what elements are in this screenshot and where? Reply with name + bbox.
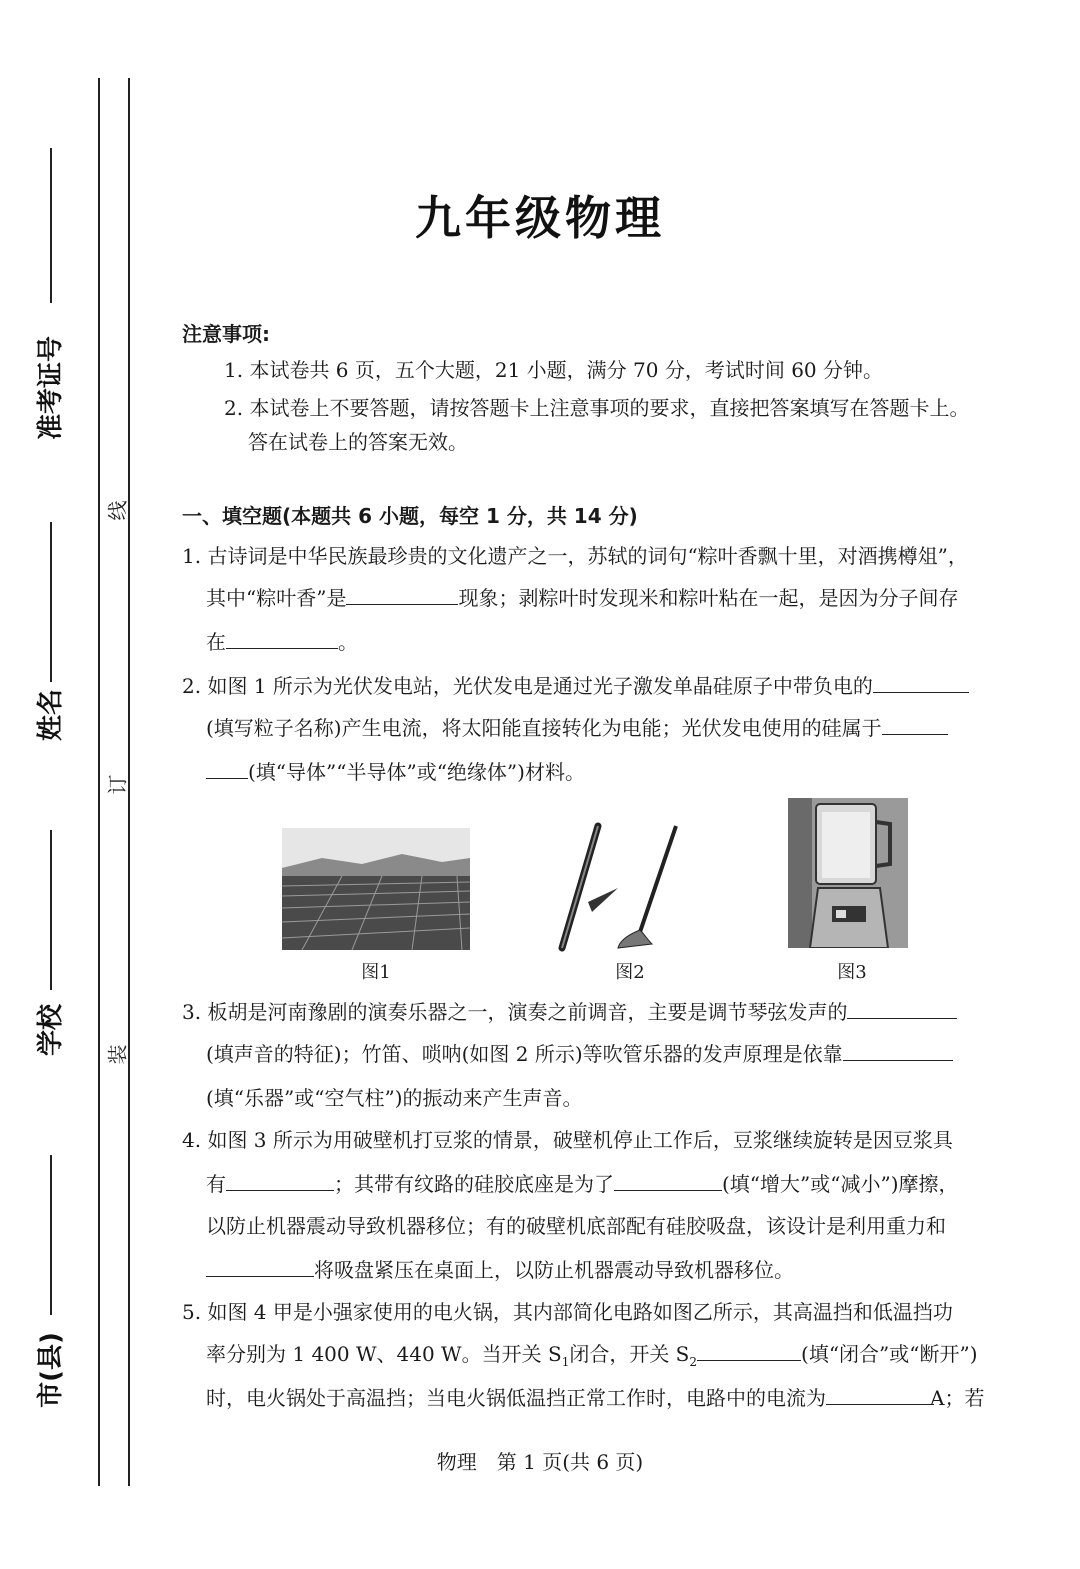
q4-line3: 以防止机器震动导致机器移位；有的破壁机底部配有硅胶吸盘，该设计是利用重力和	[206, 1214, 946, 1238]
q2-line1	[182, 672, 969, 700]
q5-line3	[206, 1384, 984, 1412]
blender-image	[788, 798, 908, 948]
name-label: 姓名	[36, 689, 66, 742]
name-underline	[50, 522, 52, 682]
bind-mark-staple: 订	[105, 774, 130, 795]
city-underline	[50, 1155, 52, 1315]
q5-line2-text-c: (填“闭合”或“断开”)	[801, 1342, 978, 1366]
school-underline	[50, 830, 52, 990]
q5-blank-2[interactable]	[826, 1384, 930, 1405]
figure-1-caption: 图1	[361, 962, 391, 983]
q1-line3	[206, 628, 358, 656]
q5-switch-2-subscript: 2	[689, 1355, 698, 1369]
q5-line2	[206, 1340, 978, 1376]
q1-blank-2[interactable]	[226, 628, 338, 649]
q1-line1: 1. 古诗词是中华民族最珍贵的文化遗产之一，苏轼的词句“粽叶香飘十里，对酒携樽俎”，	[182, 544, 968, 568]
q5-line1: 5. 如图 4 甲是小强家使用的电火锅，其内部简化电路如图乙所示，其高温挡和低温挡功	[182, 1300, 953, 1324]
q5-line3-text-a: 时，电火锅处于高温挡；当电火锅低温挡正常工作时，电路中的电流为	[206, 1386, 826, 1410]
q1-line3-text-a: 在	[206, 630, 226, 654]
q2-blank-2b[interactable]	[206, 758, 248, 779]
q4-line2-text-c: (填“增大”或“减小”)摩擦，	[722, 1172, 959, 1196]
q2-blank-1[interactable]	[873, 672, 969, 693]
q1-line2	[206, 584, 958, 612]
q2-blank-2a[interactable]	[882, 714, 948, 735]
q5-blank-1[interactable]	[697, 1340, 801, 1361]
flute-suona-image	[548, 822, 688, 954]
q1-line2-text-a: 其中“粽叶香”是	[206, 586, 347, 610]
q3-line2-text: (填声音的特征)；竹笛、唢呐(如图 2 所示)等吹管乐器的发声原理是依靠	[206, 1042, 843, 1066]
exam-id-label: 准考证号	[36, 336, 66, 441]
q5-line2-text-a: 率分别为 1 400 W、440 W。当开关 S	[206, 1342, 562, 1366]
figure-2-wind-instruments	[548, 822, 688, 954]
figure-1-solar-farm	[282, 828, 470, 950]
q3-line1-text: 3. 板胡是河南豫剧的演奏乐器之一，演奏之前调音，主要是调节琴弦发声的	[182, 1000, 848, 1024]
q4-line2-text-b: ；其带有纹路的硅胶底座是为了	[334, 1172, 614, 1196]
notice-item-2-line2: 答在试卷上的答案无效。	[248, 430, 468, 454]
solar-farm-image	[282, 828, 470, 950]
binding-line-outer	[98, 78, 100, 1486]
q2-line2	[206, 714, 948, 742]
section-1-heading: 一、填空题(本题共 6 小题，每空 1 分，共 14 分)	[182, 504, 638, 528]
page-title: 九年级物理	[415, 191, 665, 245]
q1-line2-text-b: 现象；剥粽叶时发现米和粽叶粘在一起，是因为分子间存	[458, 586, 959, 610]
q3-blank-1[interactable]	[847, 998, 957, 1019]
q3-line2	[206, 1040, 953, 1068]
q2-line3	[206, 758, 585, 786]
bind-mark-bind: 装	[105, 1044, 130, 1065]
figure-2-caption: 图2	[615, 962, 645, 983]
figure-3-caption: 图3	[837, 962, 867, 983]
q4-line4-text: 将吸盘紧压在桌面上，以防止机器震动导致机器移位。	[314, 1258, 794, 1282]
notice-item-2-line1: 2. 本试卷上不要答题，请按答题卡上注意事项的要求，直接把答案填写在答题卡上。	[224, 396, 970, 420]
q4-line4	[206, 1256, 794, 1284]
q3-line1	[182, 998, 957, 1026]
q5-line2-text-b: 闭合，开关 S	[569, 1342, 690, 1366]
bind-mark-line: 线	[105, 500, 130, 521]
q4-blank-3[interactable]	[206, 1256, 314, 1277]
q2-line2-text: (填写粒子名称)产生电流，将太阳能直接转化为电能；光伏发电使用的硅属于	[206, 716, 882, 740]
school-label: 学校	[36, 1004, 66, 1057]
notice-item-1: 1. 本试卷共 6 页，五个大题，21 小题，满分 70 分，考试时间 60 分钟。	[224, 358, 884, 382]
notice-heading: 注意事项:	[182, 322, 270, 346]
q2-line1-text: 2. 如图 1 所示为光伏发电站，光伏发电是通过光子激发单晶硅原子中带负电的	[182, 674, 873, 698]
q1-blank-1[interactable]	[346, 584, 458, 605]
q2-line3-text: (填“导体”“半导体”或“绝缘体”)材料。	[248, 760, 585, 784]
q4-blank-1[interactable]	[226, 1170, 334, 1191]
q3-blank-2[interactable]	[843, 1040, 953, 1061]
q4-line2-text-a: 有	[206, 1172, 226, 1196]
q5-switch-1-subscript: 1	[561, 1355, 570, 1369]
q4-line2	[206, 1170, 959, 1198]
q3-line3: (填“乐器”或“空气柱”)的振动来产生声音。	[206, 1086, 583, 1110]
q5-line3-text-b: A；若	[930, 1386, 985, 1410]
city-label: 市(县)	[36, 1332, 66, 1408]
q4-blank-2[interactable]	[614, 1170, 722, 1191]
q1-line3-text-b: 。	[338, 630, 358, 654]
page-footer: 物理 第 1 页(共 6 页)	[436, 1450, 644, 1474]
q4-line1: 4. 如图 3 所示为用破壁机打豆浆的情景，破壁机停止工作后，豆浆继续旋转是因豆浆具	[182, 1128, 953, 1152]
figure-3-blender	[788, 798, 908, 948]
